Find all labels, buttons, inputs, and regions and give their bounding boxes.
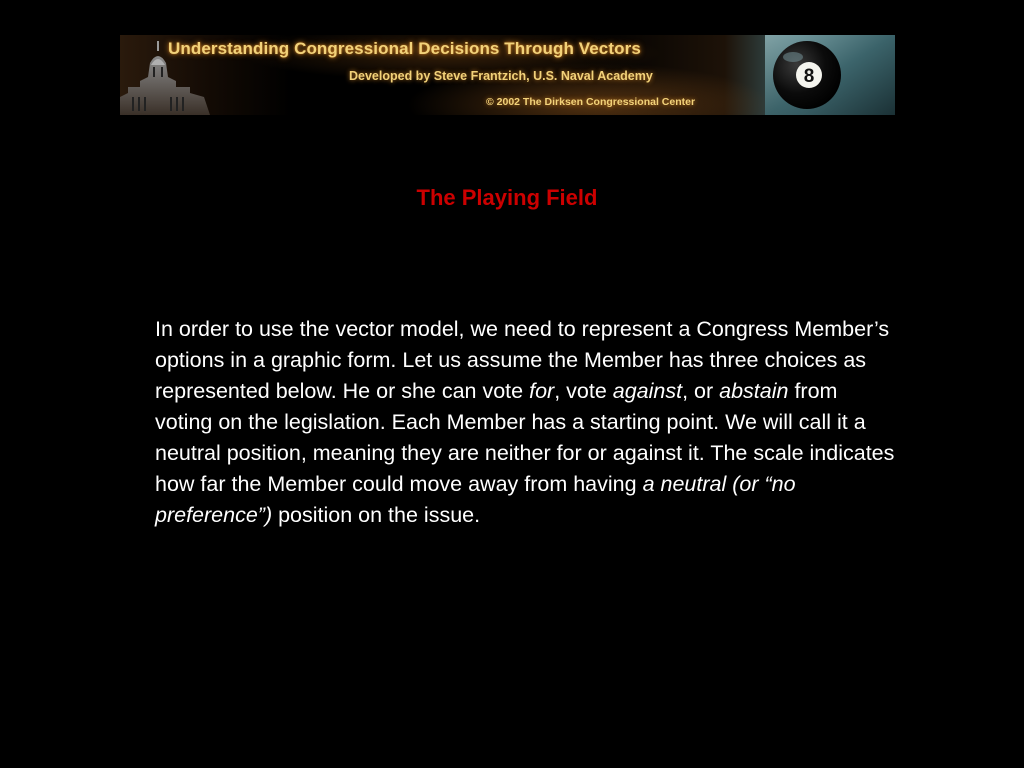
- body-text-segment: from voting on the legislation. Each Member has a starting point. We will call it a neutral position, meaning they are neither for or against it. The scale indicates how far the Member could move away from having: [155, 379, 895, 496]
- emphasis-against: against: [612, 379, 683, 403]
- banner-title: Understanding Congressional Decisions Through Vectors: [168, 39, 641, 58]
- banner-developer: Developed by Steve Frantzich, U.S. Naval Academy: [349, 69, 653, 83]
- body-text-segment: In order to use the vector model, we need to represent a Congress Member’s options in a graphic form. Let us assume the Member has three choices as represented below. He or she can vote: [155, 317, 890, 403]
- body-text-segment: position on the issue.: [272, 503, 481, 527]
- header-banner: [120, 35, 895, 115]
- body-text-segment: , vote: [554, 379, 613, 403]
- body-text-segment: , or: [682, 379, 720, 403]
- emphasis-abstain: abstain: [719, 379, 789, 403]
- eight-ball-icon: [765, 35, 895, 115]
- slide-title: The Playing Field: [416, 185, 598, 210]
- emphasis-neutral: a neutral (or “no preference”): [155, 472, 796, 527]
- emphasis-for: for: [529, 379, 555, 403]
- banner-copyright: © 2002 The Dirksen Congressional Center: [486, 96, 696, 108]
- ball-number: 8: [803, 66, 815, 87]
- body-paragraph: [155, 314, 895, 531]
